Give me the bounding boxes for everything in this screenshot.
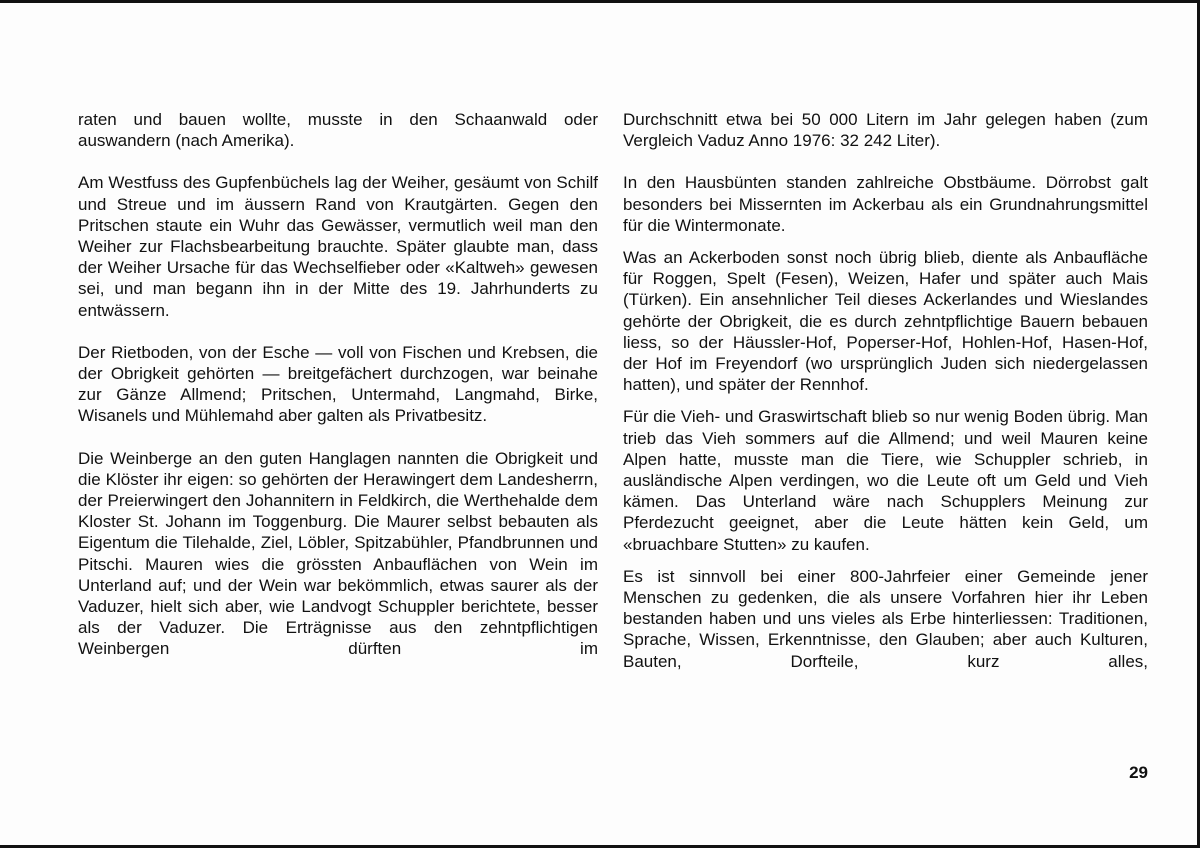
paragraph-8: Für die Vieh- und Graswirtschaft blieb so nur wenig Boden übrig. Man trieb das Vieh sommers auf die Allmend; und weil Mauren keine Alpen hatte, musste man die Tiere, wie Schuppler schrieb, in ausländische Alpen verdingen, wo die Leute oft um Geld und Vieh kämen. Das Unterland wäre nach Schupplers Meinung zur Pferdezucht geeignet, aber die Leute hätten kein Geld, um «bruachbare Stutten» zu kaufen. — [623, 407, 1148, 554]
paragraph-4: Die Weinberge an den guten Hanglagen nannten die Obrigkeit und die Klöster ihr eigen: so gehörten der Herawingert dem Landesherrn, der Preierwingert den Johannitern in Feldkirch, die Werthehalde dem Kloster St. Johann im Toggenburg. Die Maurer selbst bebauten als Eigentum die Tilehalde, Ziel, Löbler, Spitzabühler, Pfandbrunnen und Pitschi. Mauren wies die grössten Anbauflächen von Wein im Unterland auf; und der Wein war bekömmlich, etwas saurer als der Vaduzer, hielt sich aber, wie Landvogt Schuppler berichtete, besser als der Vaduzer. Die Erträgnisse aus den zehntpflichtigen Weinbergen dürften im — [78, 448, 598, 659]
paragraph-9: Es ist sinnvoll bei einer 800-Jahrfeier einer Gemeinde jener Menschen zu gedenken, die als unsere Vorfahren hier ihr Leben bestanden haben und uns vieles als Erbe hinterliessen: Traditionen, Sprache, Wissen, Erkenntnisse, den Glauben; aber auch Kulturen, Bauten, Dorfteile, kurz alles, — [623, 566, 1148, 671]
paragraph-6: In den Hausbünten standen zahlreiche Obstbäume. Dörrobst galt besonders bei Missernten im Ackerbau als ein Grundnahrungsmittel für die Wintermonate. — [623, 173, 1148, 235]
paragraph-7: Was an Ackerboden sonst noch übrig blieb, diente als Anbaufläche für Roggen, Spelt (Fesen), Weizen, Hafer und später auch Mais (Türken). Ein ansehnlicher Teil dieses Ackerlandes und Wieslandes gehörte der Obrigkeit, die es durch zehntpflichtige Bauern bebauen liess, so der Häussler-Hof, Poperser-Hof, Hohlen-Hof, Hasen-Hof, der Hof im Freyendorf (wo ursprünglich Juden sich niedergelassen hatten), und später der Rennhof. — [623, 248, 1148, 395]
paragraph-5: Durchschnitt etwa bei 50 000 Litern im Jahr gelegen haben (zum Vergleich Vaduz Anno 1976: 32 242 Liter). — [623, 110, 1148, 151]
paragraph-1: raten und bauen wollte, musste in den Schaanwald oder auswandern (nach Amerika). — [78, 110, 598, 151]
paragraph-3: Der Rietboden, von der Esche — voll von Fischen und Krebsen, die der Obrigkeit gehörten — breitgefächert durchzogen, war beinahe zur Gänze Allmend; Pritschen, Untermahd, Langmahd, Birke, Wisanels und Mühlemahd aber galten als Privatbesitz. — [78, 342, 598, 426]
paragraph-2: Am Westfuss des Gupfenbüchels lag der Weiher, gesäumt von Schilf und Streue und im äussern Rand von Krautgärten. Gegen den Pritschen staute ein Wuhr das Gewässer, vermutlich weil man den Weiher zur Flachsbearbeitung brauchte. Später glaubte man, dass der Weiher Ursache für das Wechselfieber oder «Kaltweh» gewesen sei, und man begann ihn in der Mitte des 19. Jahrhunderts zu entwässern. — [78, 173, 598, 320]
right-text-column — [623, 109, 1148, 672]
page-number: 29 — [1129, 763, 1148, 782]
left-text-column — [78, 109, 598, 660]
